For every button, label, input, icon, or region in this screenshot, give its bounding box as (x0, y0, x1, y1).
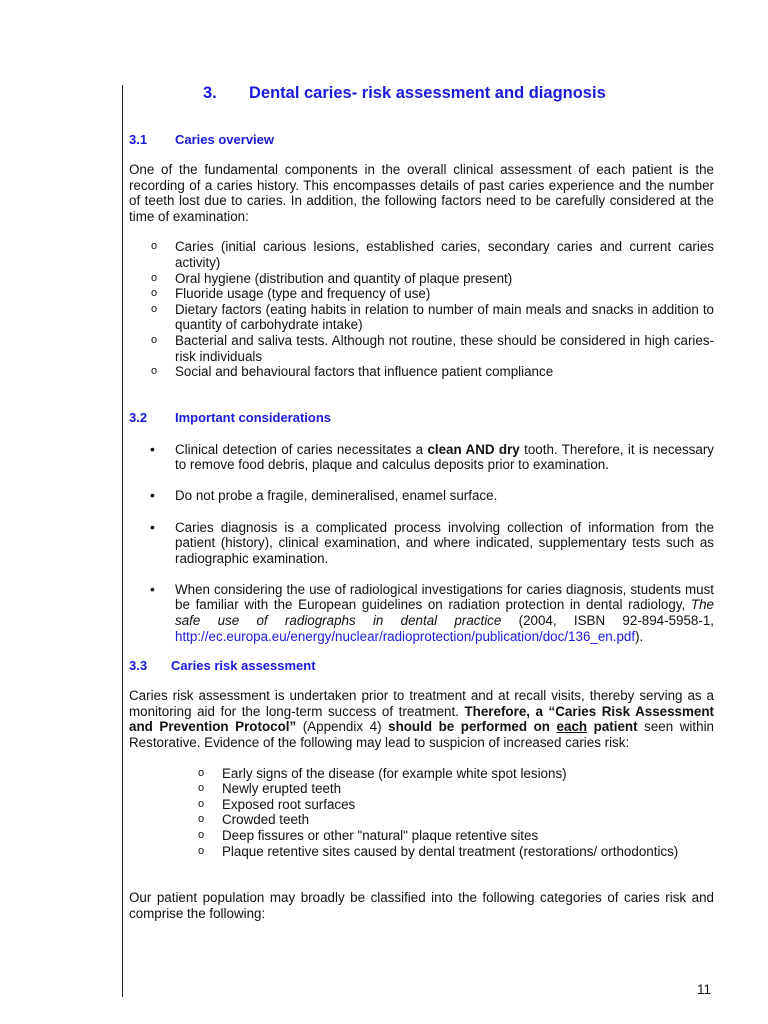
list-item: • Caries diagnosis is a complicated process involving collection of information from the patient (history), clinical examination, and where indicated, supplementary tests such as radiographic examination. (129, 520, 714, 567)
heading-number: 3.2 (129, 409, 148, 425)
list-item: o Early signs of the disease (for example white spot lesions) (129, 766, 714, 782)
risk-assessment-paragraph (129, 688, 714, 750)
document-page (129, 84, 714, 921)
text-run: tooth. Therefore, it is necessary to remove food debris, plaque and calculus deposits prior to examination. (175, 441, 714, 473)
publication-title: The safe use of radiographs in dental practice (175, 597, 714, 628)
emphasis-underlined: each (556, 719, 588, 735)
list-item: o Crowded teeth (129, 812, 714, 828)
list-item: o Plaque retentive sites caused by dental treatment (restorations/ orthodontics) (129, 844, 714, 860)
list-item (129, 582, 714, 644)
list-item: o Social and behavioural factors that influence patient compliance (129, 364, 714, 380)
section-title (203, 84, 714, 106)
heading-caries-overview (129, 132, 714, 148)
list-item: o Caries (initial carious lesions, established caries, secondary caries and current caries activity) (129, 239, 714, 270)
heading-number: 3.3 (129, 658, 148, 674)
list-item: • Do not probe a fragile, demineralised, enamel surface. (129, 488, 714, 504)
emphasis-text: clean AND dry (427, 441, 520, 457)
heading-number: 3.1 (129, 132, 148, 147)
text-run: ). (635, 628, 644, 644)
list-item: o Newly erupted teeth (129, 781, 714, 797)
text-run: seen within Restorative. Evidence of the following may lead to suspicion of increased caries risk: (129, 719, 714, 750)
emphasis-text: Therefore, a “Caries Risk Assessment and Prevention Protocol” (129, 703, 714, 735)
emphasis-text: should be performed on (388, 719, 557, 735)
section-title-text: Dental caries- risk assessment and diagnosis (249, 84, 606, 102)
margin-rule (122, 85, 123, 997)
page-number: 11 (697, 982, 712, 997)
list-item (129, 442, 714, 473)
guidelines-link[interactable]: http://ec.europa.eu/energy/nuclear/radioprotection/publication/doc/136_en.pdf (175, 628, 636, 644)
list-item: o Deep fissures or other "natural" plaque retentive sites (129, 828, 714, 844)
list-item: o Fluoride usage (type and frequency of use) (129, 286, 714, 302)
heading-text: Caries overview (175, 132, 275, 147)
section-number: 3. (203, 84, 217, 102)
text-run: When considering the use of radiological investigations for caries diagnosis, students must be familiar with the European guidelines on radiation protection in dental radiology, (175, 581, 714, 613)
considerations-list (129, 442, 714, 644)
caries-overview-intro: One of the fundamental components in the overall clinical assessment of each patient is the recording of a caries history. This encompasses details of past caries experience and the number of teeth lost due to caries. In addition, the following factors need to be carefully considered at the time of examination: (129, 162, 714, 224)
heading-caries-risk-assessment (129, 658, 714, 674)
list-item: o Dietary factors (eating habits in relation to number of main meals and snacks in addition to quantity of carbohydrate intake) (129, 302, 714, 333)
text-run: (2004, ISBN 92-894-5958-1, (501, 612, 714, 628)
population-paragraph: Our patient population may broadly be classified into the following categories of caries risk and comprise the following: (129, 890, 714, 921)
examination-factors-list (129, 239, 714, 379)
text-run: (Appendix 4) (296, 719, 389, 735)
heading-text: Important considerations (175, 409, 332, 425)
heading-important-considerations (129, 410, 714, 426)
text-run: Clinical detection of caries necessitates a (175, 441, 428, 457)
list-item: o Bacterial and saliva tests. Although not routine, these should be considered in high caries-risk individuals (129, 333, 714, 364)
text-run: Caries risk assessment is undertaken prior to treatment and at recall visits, thereby serving as a monitoring aid for the long-term success of treatment. (129, 688, 714, 719)
risk-indicators-list (129, 766, 714, 860)
list-item: o Oral hygiene (distribution and quantity of plaque present) (129, 271, 714, 287)
list-item: o Exposed root surfaces (129, 797, 714, 813)
emphasis-text: patient (587, 719, 638, 735)
heading-text: Caries risk assessment (171, 658, 316, 674)
